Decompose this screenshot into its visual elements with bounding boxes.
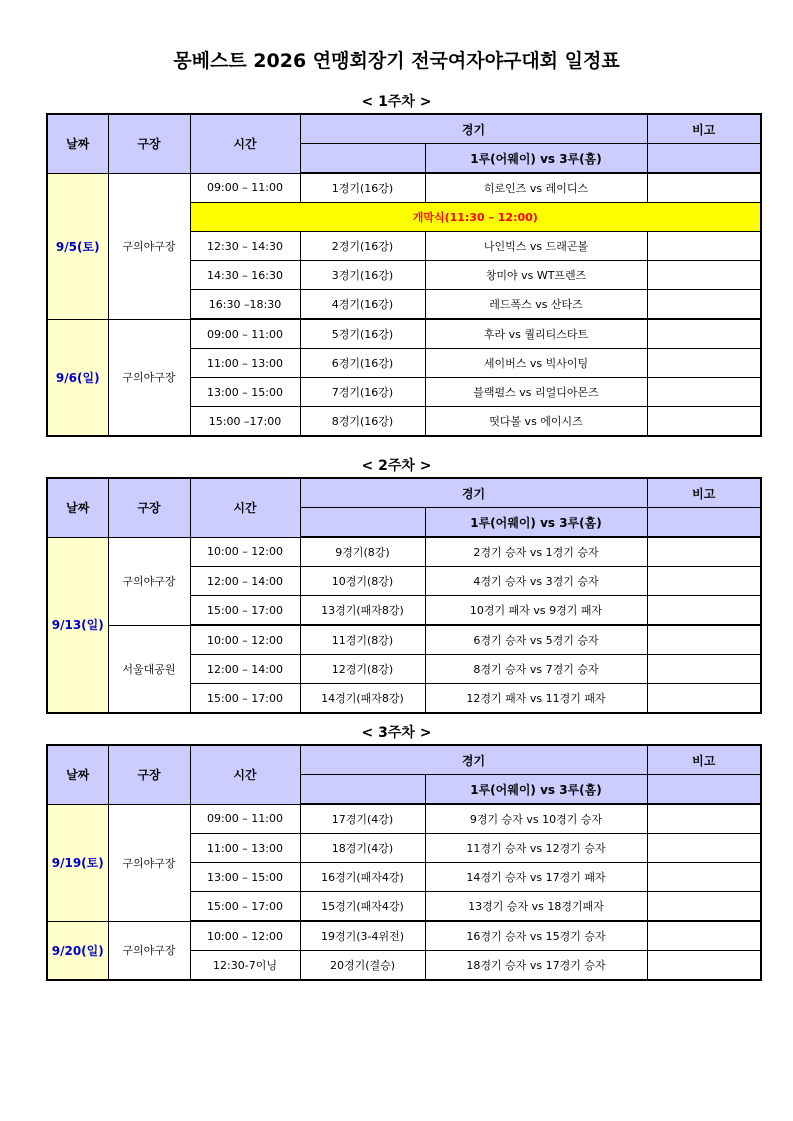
header-match: 경기 [300,745,647,775]
header-note: 비고 [647,478,761,508]
time-cell: 15:00 – 17:00 [190,892,300,922]
teams-cell: 6경기 승자 vs 5경기 승자 [425,625,647,655]
table-row [47,319,761,349]
date-cell: 9/5(토) [47,173,108,319]
time-cell: 15:00 – 17:00 [190,596,300,626]
header-venue: 구장 [108,478,190,537]
table-row [47,804,761,834]
date-cell: 9/13(일) [47,537,108,713]
game-cell: 14경기(패자8강) [300,684,425,714]
header-note: 비고 [647,745,761,775]
game-cell: 9경기(8강) [300,537,425,567]
note-cell [647,407,761,437]
time-cell: 12:30-7이닝 [190,951,300,981]
venue-cell: 구의야구장 [108,537,190,625]
header-venue: 구장 [108,745,190,804]
teams-cell: 10경기 패자 vs 9경기 패자 [425,596,647,626]
header-time: 시간 [190,745,300,804]
venue-cell: 서울대공원 [108,625,190,713]
time-cell: 09:00 – 11:00 [190,804,300,834]
teams-cell: 블랙펄스 vs 리얼디아몬즈 [425,378,647,407]
game-cell: 15경기(패자4강) [300,892,425,922]
teams-cell: 13경기 승자 vs 18경기패자 [425,892,647,922]
game-cell: 13경기(패자8강) [300,596,425,626]
header-blank [300,508,425,538]
week-2-schedule-table [46,477,762,714]
header-note-blank [647,508,761,538]
teams-cell: 18경기 승자 vs 17경기 승자 [425,951,647,981]
time-cell: 11:00 – 13:00 [190,834,300,863]
week-3-schedule-table [46,744,762,981]
table-row [47,173,761,203]
teams-cell: 후라 vs 퀄리티스타트 [425,319,647,349]
game-cell: 17경기(4강) [300,804,425,834]
time-cell: 09:00 – 11:00 [190,319,300,349]
time-cell: 09:00 – 11:00 [190,173,300,203]
note-cell [647,863,761,892]
note-cell [647,684,761,714]
header-date: 날짜 [47,478,108,537]
week-1-schedule-table [46,113,762,437]
game-cell: 4경기(16강) [300,290,425,320]
note-cell [647,921,761,951]
date-cell: 9/20(일) [47,921,108,980]
note-cell [647,596,761,626]
table-row [47,537,761,567]
header-blank [300,144,425,174]
header-time: 시간 [190,478,300,537]
note-cell [647,232,761,261]
game-cell: 3경기(16강) [300,261,425,290]
teams-cell: 9경기 승자 vs 10경기 승자 [425,804,647,834]
note-cell [647,319,761,349]
game-cell: 16경기(패자4강) [300,863,425,892]
note-cell [647,834,761,863]
header-side: 1루(어웨이) vs 3루(홈) [425,775,647,805]
note-cell [647,173,761,203]
time-cell: 15:00 – 17:00 [190,684,300,714]
note-cell [647,625,761,655]
note-cell [647,349,761,378]
header-side: 1루(어웨이) vs 3루(홈) [425,144,647,174]
note-cell [647,567,761,596]
teams-cell: 레드폭스 vs 산타즈 [425,290,647,320]
time-cell: 12:30 – 14:30 [190,232,300,261]
teams-cell: 세이버스 vs 빅사이팅 [425,349,647,378]
game-cell: 12경기(8강) [300,655,425,684]
note-cell [647,804,761,834]
note-cell [647,655,761,684]
game-cell: 8경기(16강) [300,407,425,437]
table-row [47,921,761,951]
header-date: 날짜 [47,745,108,804]
table-row [47,625,761,655]
game-cell: 18경기(4강) [300,834,425,863]
time-cell: 13:00 – 15:00 [190,378,300,407]
time-cell: 10:00 – 12:00 [190,921,300,951]
note-cell [647,951,761,981]
time-cell: 15:00 –17:00 [190,407,300,437]
venue-cell: 구의야구장 [108,173,190,319]
note-cell [647,892,761,922]
teams-cell: 4경기 승자 vs 3경기 승자 [425,567,647,596]
week-2-label: < 2주차 > [361,458,432,474]
game-cell: 1경기(16강) [300,173,425,203]
teams-cell: 떳다볼 vs 에이시즈 [425,407,647,437]
teams-cell: 창미야 vs WT프렌즈 [425,261,647,290]
teams-cell: 12경기 패자 vs 11경기 패자 [425,684,647,714]
time-cell: 14:30 – 16:30 [190,261,300,290]
venue-cell: 구의야구장 [108,319,190,436]
header-time: 시간 [190,114,300,173]
header-venue: 구장 [108,114,190,173]
note-cell [647,261,761,290]
game-cell: 20경기(결승) [300,951,425,981]
teams-cell: 16경기 승자 vs 15경기 승자 [425,921,647,951]
game-cell: 5경기(16강) [300,319,425,349]
teams-cell: 나인빅스 vs 드래곤볼 [425,232,647,261]
header-note-blank [647,144,761,174]
time-cell: 10:00 – 12:00 [190,625,300,655]
time-cell: 11:00 – 13:00 [190,349,300,378]
venue-cell: 구의야구장 [108,921,190,980]
teams-cell: 14경기 승자 vs 17경기 패자 [425,863,647,892]
opening-ceremony-cell: 개막식(11:30 – 12:00) [190,203,761,232]
week-3-label: < 3주차 > [361,725,432,741]
teams-cell: 히로인즈 vs 레이디스 [425,173,647,203]
page-title: 몽베스트 2026 연맹회장기 전국여자야구대회 일정표 [173,50,620,72]
note-cell [647,378,761,407]
time-cell: 12:00 – 14:00 [190,655,300,684]
header-match: 경기 [300,114,647,144]
game-cell: 2경기(16강) [300,232,425,261]
header-blank [300,775,425,805]
header-match: 경기 [300,478,647,508]
game-cell: 11경기(8강) [300,625,425,655]
game-cell: 10경기(8강) [300,567,425,596]
note-cell [647,290,761,320]
time-cell: 12:00 – 14:00 [190,567,300,596]
note-cell [647,537,761,567]
header-date: 날짜 [47,114,108,173]
date-cell: 9/19(토) [47,804,108,921]
teams-cell: 2경기 승자 vs 1경기 승자 [425,537,647,567]
venue-cell: 구의야구장 [108,804,190,921]
time-cell: 16:30 –18:30 [190,290,300,320]
time-cell: 10:00 – 12:00 [190,537,300,567]
header-note: 비고 [647,114,761,144]
header-side: 1루(어웨이) vs 3루(홈) [425,508,647,538]
header-note-blank [647,775,761,805]
teams-cell: 11경기 승자 vs 12경기 승자 [425,834,647,863]
game-cell: 7경기(16강) [300,378,425,407]
game-cell: 19경기(3-4위전) [300,921,425,951]
date-cell: 9/6(일) [47,319,108,436]
game-cell: 6경기(16강) [300,349,425,378]
week-1-label: < 1주차 > [361,94,432,110]
time-cell: 13:00 – 15:00 [190,863,300,892]
teams-cell: 8경기 승자 vs 7경기 승자 [425,655,647,684]
